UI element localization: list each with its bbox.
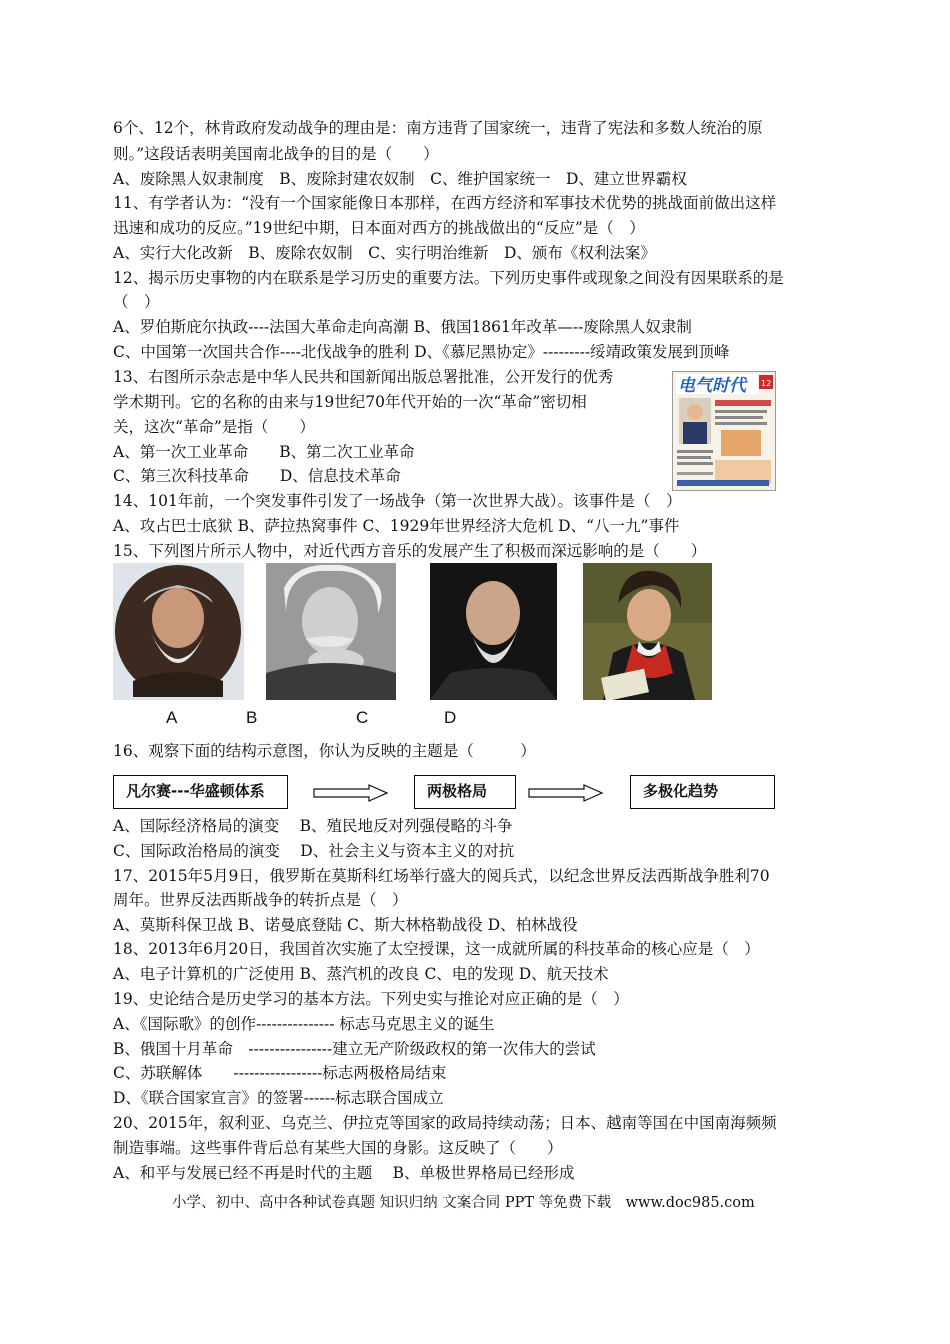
q12-stem-line1: 12、揭示历史事物的内在联系是学习历史的重要方法。下列历史事件或现象之间没有因果联系的是 <box>113 269 784 287</box>
portrait-beethoven-image <box>583 563 712 700</box>
magazine-title: 电气时代 <box>678 376 746 396</box>
page-footer[interactable]: 小学、初中、高中各种试卷真题 知识归纳 文案合同 PPT 等免费下载 www.doc985.com <box>172 1195 755 1211</box>
q20-stem-line2: 制造事端。这些事件背后总有某些大国的身影。这反映了（ ） <box>113 1139 563 1157</box>
image-label-a: A <box>166 708 178 727</box>
flow-arrow-1 <box>313 784 389 802</box>
q19-option-c: C、苏联解体 -----------------标志两极格局结束 <box>113 1064 447 1082</box>
q13-stem-line3: 关，这次“革命”是指（ ） <box>113 418 315 436</box>
q14-options: A、攻占巴士底狱 B、萨拉热窝事件 C、1929年世界经济大危机 D、“八一九”事件 <box>113 517 680 535</box>
q17-stem-line1: 17、2015年5月9日，俄罗斯在莫斯科红场举行盛大的阅兵式，以纪念世界反法西斯战争胜利70 <box>113 867 770 885</box>
q11-stem-line2: 迅速和成功的反应。”19世纪中期，日本面对西方的挑战做出的“反应”是（ ） <box>113 219 645 237</box>
q15-stem: 15、下列图片所示人物中，对近代西方音乐的发展产生了积极而深远影响的是（ ） <box>113 542 707 560</box>
q11-stem-line1: 11、有学者认为：“没有一个国家能像日本那样，在西方经济和军事技术优势的挑战面前做出这样 <box>113 194 777 212</box>
q12-options-ab: A、罗伯斯庇尔执政----法国大革命走向高潮 B、俄国1861年改革—--废除黑人奴隶制 <box>113 318 692 336</box>
image-label-c: C <box>356 708 369 727</box>
q17-stem-line2: 周年。世界反法西斯战争的转折点是（ ） <box>113 891 408 909</box>
q20-options-ab: A、和平与发展已经不再是时代的主题 B、单极世界格局已经形成 <box>113 1164 575 1182</box>
flow-box-bipolar: 两极格局 <box>414 775 516 809</box>
q13-options-cd: C、第三次科技革命 D、信息技术革命 <box>113 467 401 485</box>
q18-stem: 18、2013年6月20日，我国首次实施了太空授课，这一成就所属的科技革命的核心应是（ ） <box>113 940 760 958</box>
portrait-darwin-image <box>430 563 557 700</box>
portrait-einstein-image <box>266 563 396 700</box>
image-label-d: D <box>444 708 457 727</box>
q14-stem: 14、101年前，一个突发事件引发了一场战争（第一次世界大战）。该事件是（ ） <box>113 492 682 510</box>
q16-options-ab: A、国际经济格局的演变 B、殖民地反对列强侵略的斗争 <box>113 817 513 835</box>
magazine-cover-image <box>672 371 776 491</box>
q11-options: A、实行大化改新 B、废除农奴制 C、实行明治维新 D、颁布《权利法案》 <box>113 244 656 262</box>
q16-options-cd: C、国际政治格局的演变 D、社会主义与资本主义的对抗 <box>113 842 515 860</box>
q19-option-b: B、俄国十月革命 ----------------建立无产阶级政权的第一次伟大的尝试 <box>113 1040 596 1058</box>
q10-stem-line2: 则。”这段话表明美国南北战争的目的是（ ） <box>113 145 439 163</box>
q19-option-a: A、《国际歌》的创作--------------- 标志马克思主义的诞生 <box>113 1015 495 1033</box>
flow-box-versailles-washington: 凡尔赛---华盛顿体系 <box>113 775 288 809</box>
flow-arrow-2 <box>528 784 604 802</box>
q12-options-cd: C、中国第一次国共合作----北伐战争的胜利 D、《慕尼黑协定》---------绥靖政策发展到顶峰 <box>113 343 730 361</box>
q17-options: A、莫斯科保卫战 B、诺曼底登陆 C、斯大林格勒战役 D、柏林战役 <box>113 916 578 934</box>
magazine-issue: 12 <box>761 379 772 388</box>
q10-options: A、废除黑人奴隶制度 B、废除封建农奴制 C、维护国家统一 D、建立世界霸权 <box>113 170 687 188</box>
q18-options: A、电子计算机的广泛使用 B、蒸汽机的改良 C、电的发现 D、航天技术 <box>113 965 609 983</box>
q13-options-ab: A、第一次工业革命 B、第二次工业革命 <box>113 443 415 461</box>
q13-stem-line1: 13、右图所示杂志是中华人民共和国新闻出版总署批准，公开发行的优秀 <box>113 368 614 386</box>
q19-option-d: D、《联合国家宣言》的签署------标志联合国成立 <box>113 1089 444 1107</box>
q16-stem: 16、观察下面的结构示意图，你认为反映的主题是（ ） <box>113 742 536 760</box>
q12-stem-line2: （ ） <box>113 293 160 311</box>
q19-stem: 19、史论结合是历史学习的基本方法。下列史实与推论对应正确的是（ ） <box>113 990 629 1008</box>
portrait-tolstoy-image <box>113 563 244 700</box>
flow-box-multipolar: 多极化趋势 <box>630 775 775 809</box>
image-label-b: B <box>246 708 258 727</box>
q10-stem-line1: 6个、12个，林肯政府发动战争的理由是：南方违背了国家统一，违背了宪法和多数人统治的原 <box>113 119 763 137</box>
q13-stem-line2: 学术期刊。它的名称的由来与19世纪70年代开始的一次“革命”密切相 <box>113 393 587 411</box>
q20-stem-line1: 20、2015年，叙利亚、乌克兰、伊拉克等国家的政局持续动荡；日本、越南等国在中国南海频频 <box>113 1114 777 1132</box>
